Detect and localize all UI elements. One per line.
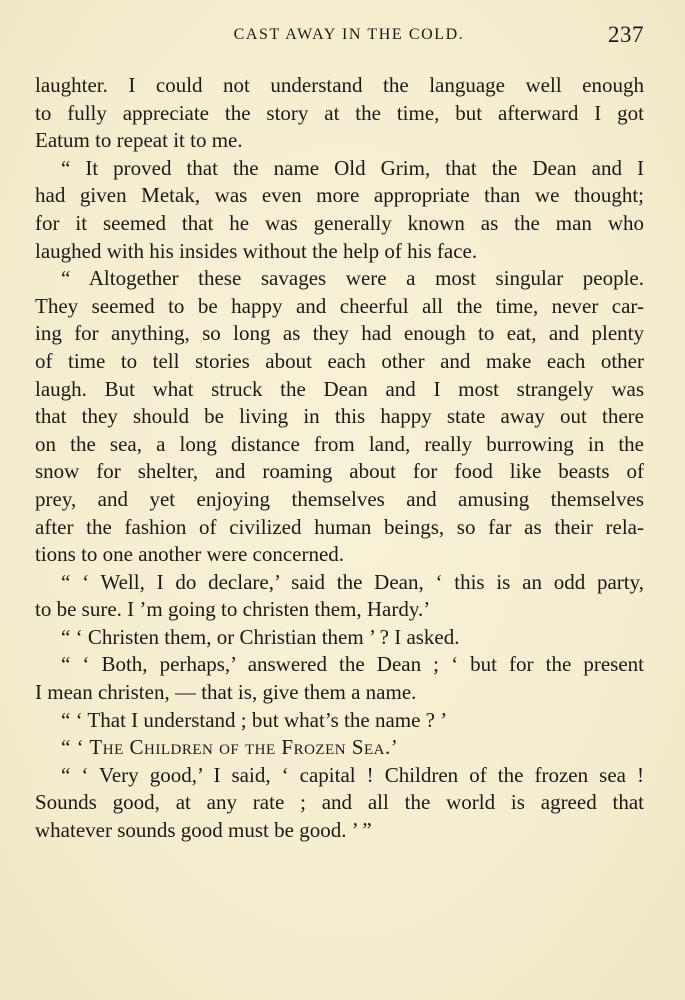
text-line: “ It proved that the name Old Grim, that the Dean and I xyxy=(61,155,644,180)
text-line: “ ‘ Well, I do declare,’ said the Dean, ‘ this is an odd party, xyxy=(61,569,644,594)
text-line: laugh. But what struck the Dean and I most strangely was xyxy=(35,376,644,401)
text-line: tions to one another were concerned. xyxy=(35,542,345,567)
page-number: 237 xyxy=(608,22,644,47)
text-line: Eatum to repeat it to me. xyxy=(35,128,243,153)
text-line: on the sea, a long distance from land, really burrowing in the xyxy=(35,431,644,456)
page-header xyxy=(34,22,644,50)
text-line: had given Metak, was even more appropriate than we thought; xyxy=(35,183,644,208)
text-line: snow for shelter, and roaming about for food like beasts of xyxy=(35,459,644,484)
text-line: to be sure. I ’m going to christen them, Hardy.’ xyxy=(35,597,431,622)
text-line: ing for anything, so long as they had enough to eat, and plenty xyxy=(35,321,644,346)
text-line: “ ‘ Very good,’ I said, ‘ capital ! Children of the frozen sea ! xyxy=(61,762,644,787)
text-line: of time to tell stories about each other and make each other xyxy=(35,348,644,373)
text-line: laughter. I could not understand the language well enough xyxy=(35,73,644,97)
text-line: laughed with his insides without the help of his face. xyxy=(35,238,478,263)
text-line: “ ‘ That I understand ; but what’s the name ? ’ xyxy=(61,707,448,732)
body-text xyxy=(35,72,644,845)
text-line: whatever sounds good must be good. ’ ” xyxy=(35,818,372,843)
running-head: CAST AWAY IN THE COLD. xyxy=(233,26,465,43)
text-line: prey, and yet enjoying themselves and amusing themselves xyxy=(35,486,644,511)
text-line: They seemed to be happy and cheerful all the time, never car- xyxy=(35,293,644,318)
text-line: Sounds good, at any rate ; and all the world is agreed that xyxy=(35,790,644,815)
text-line: I mean christen, — that is, give them a name. xyxy=(35,680,417,705)
text-line: “ Altogether these savages were a most singular people. xyxy=(61,266,644,291)
text-line: to fully appreciate the story at the time, but afterward I got xyxy=(35,100,644,125)
text-line: “ ‘ Christen them, or Christian them ’ ? I asked. xyxy=(61,624,460,649)
text-line: after the fashion of civilized human beings, so far as their rela- xyxy=(35,514,644,539)
text-line: “ ‘ The Children of the Frozen Sea.’ xyxy=(61,735,399,760)
text-line: “ ‘ Both, perhaps,’ answered the Dean ; ‘ but for the present xyxy=(61,652,644,677)
text-line: that they should be living in this happy state away out there xyxy=(35,404,644,429)
text-line: for it seemed that he was generally known as the man who xyxy=(35,210,644,235)
